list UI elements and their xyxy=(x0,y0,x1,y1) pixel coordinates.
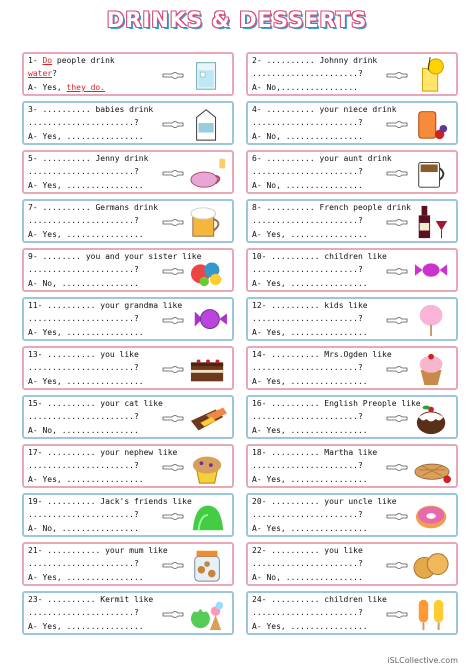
pointing-hand-icon xyxy=(162,605,184,616)
question-line xyxy=(28,56,115,65)
question-number: 22- xyxy=(252,546,267,555)
question-blank: ......................? xyxy=(28,314,139,323)
question-line xyxy=(28,252,201,261)
question-text: .......... Mrs.Ogden like xyxy=(271,350,392,359)
exercise-cell xyxy=(22,52,234,96)
question-text: .......... you like xyxy=(47,350,139,359)
question-blank: ......................? xyxy=(28,118,139,127)
exercise-cell xyxy=(246,493,458,537)
question-number: 2- xyxy=(252,56,262,65)
question-blank: ......................? xyxy=(28,167,139,176)
question-line xyxy=(28,154,148,163)
frog-ice-cream-icon xyxy=(187,596,229,632)
answer-line: A- No,................ xyxy=(252,83,358,92)
answer-line: A- Yes, ................ xyxy=(28,475,144,484)
question-blank: ......................? xyxy=(252,412,363,421)
exercise-cell xyxy=(246,395,458,439)
pointing-hand-icon xyxy=(386,360,408,371)
answer-line: A- No, ................ xyxy=(28,426,139,435)
question-number: 15- xyxy=(28,399,43,408)
question-text: .......... English Preople like xyxy=(271,399,421,408)
question-line xyxy=(252,595,387,604)
pointing-hand-icon xyxy=(162,66,184,77)
question-line xyxy=(252,350,392,359)
pointing-hand-icon xyxy=(162,262,184,273)
question-text: Do people drink xyxy=(42,56,115,65)
pointing-hand-icon xyxy=(162,164,184,175)
question-text: ........... your mum like xyxy=(47,546,168,555)
exercise-cell xyxy=(246,444,458,488)
question-blank: ......................? xyxy=(28,412,139,421)
question-line xyxy=(28,497,192,506)
chocolate-cake-icon xyxy=(187,351,229,387)
question-number: 6- xyxy=(252,154,262,163)
question-line xyxy=(252,203,411,212)
exercise-cell xyxy=(22,101,234,145)
question-blank: ......................? xyxy=(252,216,363,225)
pointing-hand-icon xyxy=(162,458,184,469)
question-text: .......... your uncle like xyxy=(271,497,397,506)
exercise-cell xyxy=(22,150,234,194)
answer-line: A- No, ................ xyxy=(252,132,363,141)
pointing-hand-icon xyxy=(386,507,408,518)
question-blank: ......................? xyxy=(28,559,139,568)
question-blank: ......................? xyxy=(252,69,363,78)
question-blank: ......................? xyxy=(28,265,139,274)
question-blank: ......................? xyxy=(28,608,139,617)
answer-line: A- Yes, ................ xyxy=(28,377,144,386)
answer-line: A- Yes, ................ xyxy=(252,475,368,484)
question-line xyxy=(28,203,158,212)
question-number: 13- xyxy=(28,350,43,359)
coffee-mug-icon xyxy=(411,155,453,191)
question-line xyxy=(28,546,168,555)
question-number: 16- xyxy=(252,399,267,408)
milk-carton-icon xyxy=(187,106,229,142)
question-number: 10- xyxy=(252,252,267,261)
pointing-hand-icon xyxy=(162,360,184,371)
pointing-hand-icon xyxy=(386,458,408,469)
pointing-hand-icon xyxy=(386,311,408,322)
pointing-hand-icon xyxy=(386,605,408,616)
pointing-hand-icon xyxy=(386,213,408,224)
question-blank: ......................? xyxy=(252,461,363,470)
question-line xyxy=(252,154,392,163)
question-text: .......... children like xyxy=(271,252,387,261)
jelly-icon xyxy=(187,498,229,534)
question-line xyxy=(252,448,377,457)
question-line xyxy=(28,350,139,359)
answer-line: A- Yes, ................ xyxy=(28,328,144,337)
question-text: .......... Martha like xyxy=(271,448,378,457)
question-text: .......... your nephew like xyxy=(47,448,178,457)
question-number: 12- xyxy=(252,301,267,310)
page-title: DRINKS & DESSERTS xyxy=(106,8,368,32)
answer-line: A- Yes, ................ xyxy=(28,132,144,141)
lemonade-icon xyxy=(411,57,453,93)
question-blank: ......................? xyxy=(252,314,363,323)
answer-line: A- Yes, ................ xyxy=(252,377,368,386)
question-number: 8- xyxy=(252,203,262,212)
chocolate-bar-icon xyxy=(187,400,229,436)
question-text: .......... Jack's friends like xyxy=(47,497,192,506)
ice-lolly-icon xyxy=(411,596,453,632)
question-text: .......... your cat like xyxy=(47,399,163,408)
question-blank: ......................? xyxy=(252,118,363,127)
question-number: 19- xyxy=(28,497,43,506)
question-blank: ......................? xyxy=(28,363,139,372)
answer-line: A- Yes, they do. xyxy=(28,83,106,92)
question-text: .......... kids like xyxy=(271,301,368,310)
question-blank: ......................? xyxy=(252,510,363,519)
question-text: .......... children like xyxy=(271,595,387,604)
exercise-cell xyxy=(246,199,458,243)
question-number: 3- xyxy=(28,105,38,114)
exercise-cell xyxy=(22,542,234,586)
lollipop-icon xyxy=(187,302,229,338)
answer-line: A- No, ................ xyxy=(28,279,139,288)
pointing-hand-icon xyxy=(162,311,184,322)
answer-line: A- Yes, ................ xyxy=(28,230,144,239)
footer-credit: iSLCollective.com xyxy=(387,656,458,665)
question-blank: ......................? xyxy=(252,559,363,568)
question-line xyxy=(28,595,153,604)
question-line xyxy=(252,56,377,65)
exercise-cell xyxy=(22,395,234,439)
cotton-candy-icon xyxy=(411,302,453,338)
candies-icon xyxy=(187,253,229,289)
answer-line: A- Yes, ................ xyxy=(252,622,368,631)
pointing-hand-icon xyxy=(162,409,184,420)
answer-line: A- Yes, ................ xyxy=(28,573,144,582)
exercise-cell xyxy=(22,248,234,292)
question-number: 18- xyxy=(252,448,267,457)
fruit-juice-icon xyxy=(411,106,453,142)
question-number: 17- xyxy=(28,448,43,457)
question-text: .......... Kermit like xyxy=(47,595,154,604)
pointing-hand-icon xyxy=(386,66,408,77)
exercise-cell xyxy=(246,101,458,145)
question-text: .......... your niece drink xyxy=(266,105,397,114)
question-number: 20- xyxy=(252,497,267,506)
answer-line: A- Yes, ................ xyxy=(252,426,368,435)
question-text: .......... you like xyxy=(271,546,363,555)
question-number: 9- xyxy=(28,252,38,261)
exercise-cell xyxy=(246,346,458,390)
question-text: .......... your aunt drink xyxy=(266,154,392,163)
question-text: .......... Germans drink xyxy=(42,203,159,212)
question-line xyxy=(252,399,421,408)
wine-bottle-icon xyxy=(411,204,453,240)
answer-line: A- No, ................ xyxy=(252,181,363,190)
exercise-cell xyxy=(22,493,234,537)
pointing-hand-icon xyxy=(386,262,408,273)
christmas-pudding-icon xyxy=(411,400,453,436)
pointing-hand-icon xyxy=(162,115,184,126)
question-blank: ......................? xyxy=(28,216,139,225)
question-blank: ......................? xyxy=(252,363,363,372)
question-line xyxy=(28,301,182,310)
question-number: 1- xyxy=(28,56,38,65)
answer-line: A- Yes, ................ xyxy=(252,524,368,533)
question-number: 24- xyxy=(252,595,267,604)
question-text: .......... Jenny drink xyxy=(42,154,149,163)
pointing-hand-icon xyxy=(386,409,408,420)
muffin-icon xyxy=(187,449,229,485)
apple-pie-icon xyxy=(411,449,453,485)
exercise-cell xyxy=(22,199,234,243)
biscuits-icon xyxy=(411,547,453,583)
question-text: .......... your grandma like xyxy=(47,301,183,310)
pointing-hand-icon xyxy=(386,115,408,126)
question-blank: ......................? xyxy=(28,461,139,470)
question-blank: ......................? xyxy=(252,167,363,176)
answer-line: A- Yes, ................ xyxy=(252,230,368,239)
cookie-jar-icon xyxy=(187,547,229,583)
exercise-cell xyxy=(246,52,458,96)
question-blank: ......................? xyxy=(252,265,363,274)
pointing-hand-icon xyxy=(162,507,184,518)
question-text: .......... Johnny drink xyxy=(266,56,378,65)
question-number: 11- xyxy=(28,301,43,310)
answer-line: A- Yes, ................ xyxy=(28,181,144,190)
exercise-cell xyxy=(246,297,458,341)
answer-line: A- No, ................ xyxy=(252,573,363,582)
question-blank: ......................? xyxy=(252,608,363,617)
answer-line: A- Yes, ................ xyxy=(252,328,368,337)
candy-icon xyxy=(411,253,453,289)
exercise-cell xyxy=(22,444,234,488)
question-blank: ......................? xyxy=(28,510,139,519)
question-text: ........ you and your sister like xyxy=(42,252,202,261)
question-line xyxy=(252,105,397,114)
question-number: 5- xyxy=(28,154,38,163)
question-number: 7- xyxy=(28,203,38,212)
pointing-hand-icon xyxy=(386,556,408,567)
answer-line: A- No, ................ xyxy=(28,524,139,533)
question-blank: water? xyxy=(28,69,57,78)
question-text: .......... French people drink xyxy=(266,203,411,212)
pointing-hand-icon xyxy=(162,556,184,567)
answer-line: A- Yes, ................ xyxy=(28,622,144,631)
exercise-cell xyxy=(246,150,458,194)
answer-line: A- Yes, ................ xyxy=(252,279,368,288)
question-line xyxy=(252,252,387,261)
question-line xyxy=(28,448,177,457)
question-number: 4- xyxy=(252,105,262,114)
question-line xyxy=(28,105,153,114)
exercise-cell xyxy=(22,591,234,635)
question-line xyxy=(28,399,163,408)
exercise-cell xyxy=(246,248,458,292)
question-number: 23- xyxy=(28,595,43,604)
exercise-cell xyxy=(22,346,234,390)
question-text: .......... babies drink xyxy=(42,105,154,114)
question-number: 21- xyxy=(28,546,43,555)
exercise-cell xyxy=(246,542,458,586)
beer-mug-icon xyxy=(187,204,229,240)
glass-of-water-icon xyxy=(187,57,229,93)
donut-icon xyxy=(411,498,453,534)
exercise-cell xyxy=(246,591,458,635)
question-line xyxy=(252,301,368,310)
question-line xyxy=(252,497,397,506)
question-number: 14- xyxy=(252,350,267,359)
question-line xyxy=(252,546,363,555)
cupcake-icon xyxy=(411,351,453,387)
exercise-cell xyxy=(22,297,234,341)
pointing-hand-icon xyxy=(386,164,408,175)
tea-cup-icon xyxy=(187,155,229,191)
pointing-hand-icon xyxy=(162,213,184,224)
